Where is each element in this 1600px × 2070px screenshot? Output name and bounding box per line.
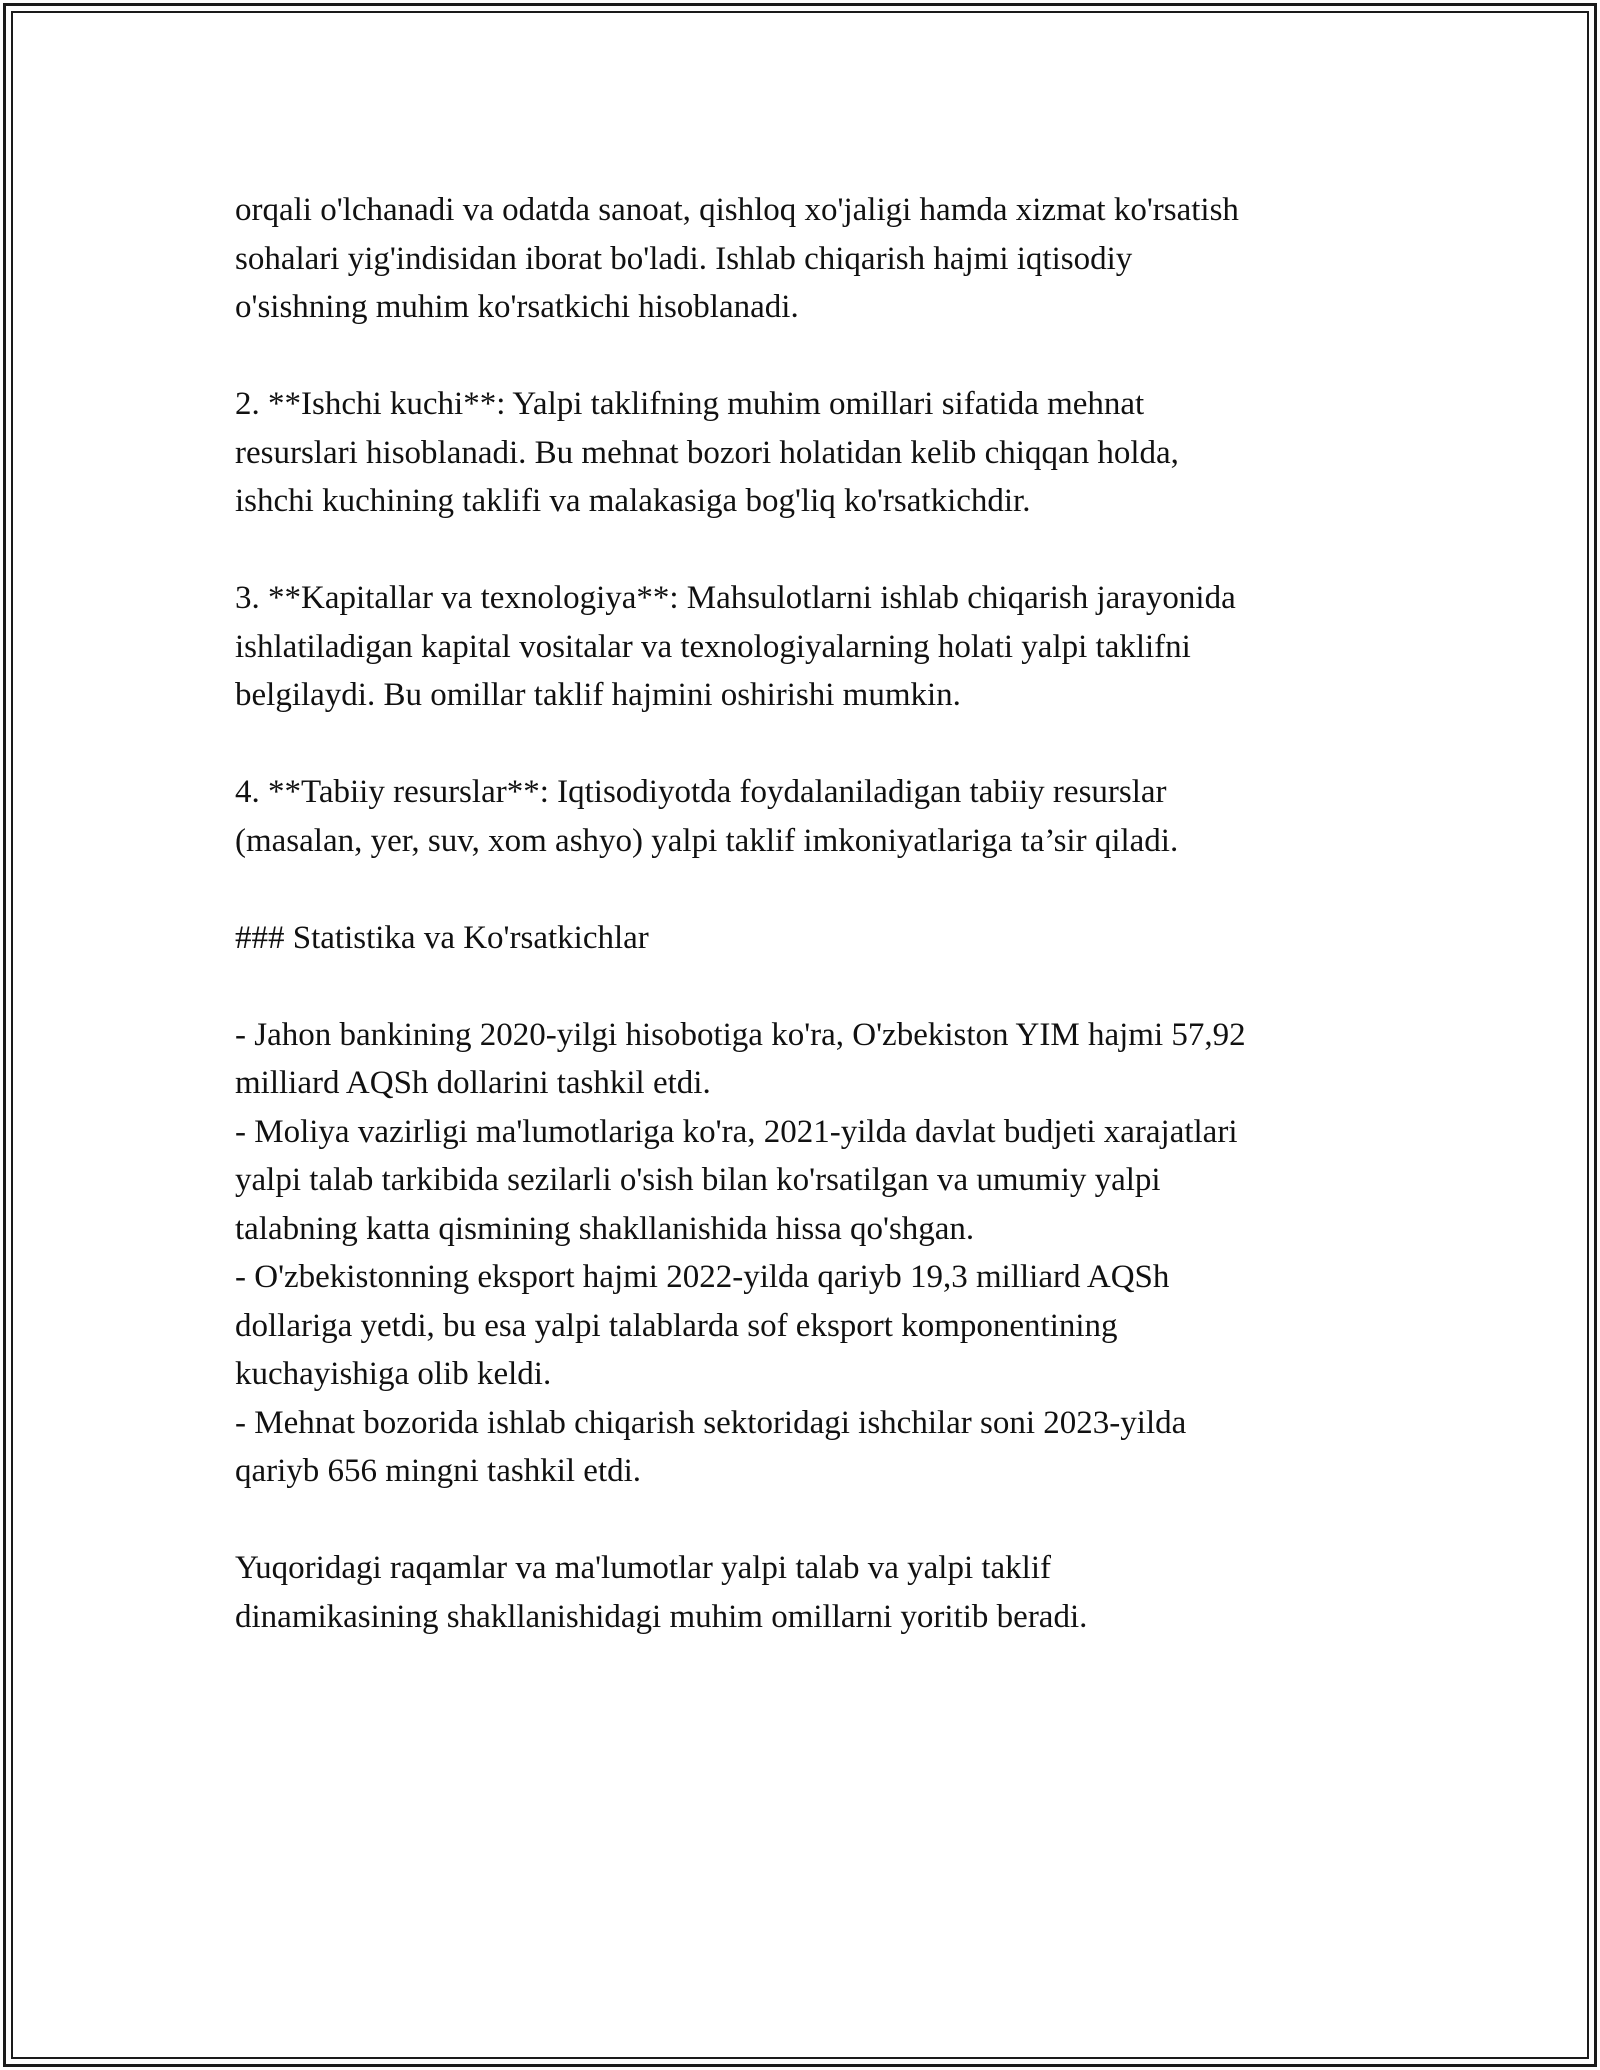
text-line: 4. **Tabiiy resurslar**: Iqtisodiyotda foydalaniladigan tabiiy resurslar	[235, 774, 1167, 810]
text-line: qariyb 656 mingni tashkil etdi.	[235, 1453, 642, 1489]
text-line: 3. **Kapitallar va texnologiya**: Mahsulotlarni ishlab chiqarish jarayonida	[235, 580, 1236, 616]
text-line: resurslari hisoblanadi. Bu mehnat bozori holatidan kelib chiqqan holda,	[235, 434, 1179, 471]
text-line: belgilaydi. Bu omillar taklif hajmini oshirishi mumkin.	[235, 677, 961, 713]
text-line: - Mehnat bozorida ishlab chiqarish sektoridagi ishchilar soni 2023-yilda	[235, 1404, 1187, 1441]
paragraph-labor-force	[235, 380, 1395, 526]
text-line: talabning katta qismining shakllanishida hissa qo'shgan.	[235, 1210, 975, 1247]
paragraph-capital-technology	[235, 574, 1395, 720]
text-line: milliard AQSh dollarini tashkil etdi.	[235, 1065, 711, 1101]
text-line: (masalan, yer, suv, xom ashyo) yalpi taklif imkoniyatlariga ta’sir qiladi.	[235, 822, 1179, 859]
text-line: sohalari yig'indisidan iborat bo'ladi. Ishlab chiqarish hajmi iqtisodiy	[235, 240, 1133, 277]
text-line: - Moliya vazirligi ma'lumotlariga ko'ra, 2021-yilda davlat budjeti xarajatlari	[235, 1113, 1238, 1150]
text-line: yalpi talab tarkibida sezilarli o'sish bilan ko'rsatilgan va umumiy yalpi	[235, 1162, 1161, 1198]
text-line: dollariga yetdi, bu esa yalpi talablarda sof eksport komponentining	[235, 1307, 1118, 1344]
text-line: ishchi kuchining taklifi va malakasiga bog'liq ko'rsatkichdir.	[235, 483, 1031, 519]
list-item	[235, 1399, 1395, 1496]
document-body	[235, 186, 1395, 1641]
list-item	[235, 1011, 1395, 1108]
paragraph-output-measure	[235, 186, 1395, 332]
text-line: dinamikasining shakllanishidagi muhim omillarni yoritib beradi.	[235, 1598, 1088, 1635]
text-line: Yuqoridagi raqamlar va ma'lumotlar yalpi talab va yalpi taklif	[235, 1550, 1052, 1586]
text-line: o'sishning muhim ko'rsatkichi hisoblanadi.	[235, 289, 799, 325]
text-line: ishlatiladigan kapital vositalar va texnologiyalarning holati yalpi taklifni	[235, 628, 1191, 665]
paragraph-natural-resources	[235, 768, 1395, 865]
text-line: 2. **Ishchi kuchi**: Yalpi taklifning muhim omillari sifatida mehnat	[235, 386, 1145, 422]
section-heading: ### Statistika va Ko'rsatkichlar	[235, 919, 649, 956]
list-item	[235, 1253, 1395, 1399]
list-item	[235, 1108, 1395, 1254]
closing-paragraph	[235, 1544, 1395, 1641]
statistics-list	[235, 1011, 1395, 1496]
text-line: - O'zbekistonning eksport hajmi 2022-yilda qariyb 19,3 milliard AQSh	[235, 1259, 1170, 1295]
text-line: - Jahon bankining 2020-yilgi hisobotiga ko'ra, O'zbekiston YIM hajmi 57,92	[235, 1016, 1246, 1053]
text-line: kuchayishiga olib keldi.	[235, 1356, 552, 1392]
text-line: orqali o'lchanadi va odatda sanoat, qishloq xo'jaligi hamda xizmat ko'rsatish	[235, 192, 1239, 228]
